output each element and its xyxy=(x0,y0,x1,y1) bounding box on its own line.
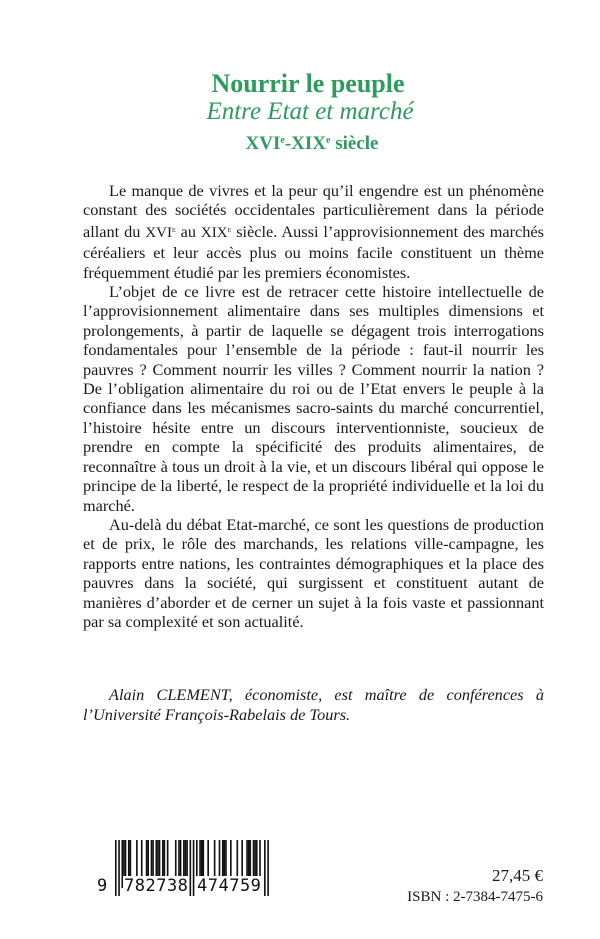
century-xix-text: XIX xyxy=(200,224,228,241)
period-end-sup: e xyxy=(326,135,331,146)
barcode-left-group: 782738 xyxy=(124,876,189,896)
book-title: Nourrir le peuple xyxy=(211,69,405,98)
period-start-sup: e xyxy=(280,135,285,146)
century-xix xyxy=(201,225,231,241)
barcode-first-digit: 9 xyxy=(97,876,108,896)
century-xvi-text: XVI xyxy=(145,224,172,241)
period-word: siècle xyxy=(330,133,379,154)
blurb-paragraph-1 xyxy=(83,181,544,282)
author-bio-text: Alain CLEMENT, économiste, est maître de conférences à l’Université François-Rabelais de Tours. xyxy=(83,685,544,724)
barcode-digits xyxy=(97,876,277,898)
period-end: XIX xyxy=(291,133,326,154)
blurb xyxy=(83,181,544,631)
period-start: XVI xyxy=(245,133,281,154)
century-xvi-sup: e xyxy=(172,223,176,234)
blurb-p1-text-c: siècle. Aussi l’approvisionnement des marchés céréaliers et leur accès plus ou moins facile constituent un thème fréquemment étudié par les premiers économistes. xyxy=(83,221,544,282)
barcode-right-group: 474759 xyxy=(197,876,262,896)
book-subtitle: Entre Etat et marché xyxy=(206,98,414,125)
blurb-p1-text-b: au xyxy=(175,221,201,241)
title-block xyxy=(0,70,600,157)
century-xvi xyxy=(145,225,175,241)
book-period xyxy=(24,128,600,157)
blurb-p1-text-a: Le manque de vivres et la peur qu’il engendre est un phénomène constant des sociétés occidentales particulièrement dans la période allant du xyxy=(83,181,544,241)
period-sep: - xyxy=(284,133,292,154)
blurb-paragraph-2: L’objet de ce livre est de retracer cette histoire intellectuelle de l’approvisionnement alimentaire dans ses multiples dimensions et prolongements, à partir de laquelle se dégagent trois interrogations fondamentales pour l’ensemble de la période : faut-il nourrir les pauvres ? Comment nourrir les villes ? Comment nourrir la nation ? De l’obligation alimentaire du roi ou de l’Etat envers le peuple à la confiance dans les mécanismes sacro-saints du marché concurrentiel, l’histoire hésite entre un discours interventionniste, soucieux de prendre en compte la spécificité des produits alimentaires, de reconnaître à tous un droit à la vie, et un discours libéral qui oppose le principe de la liberté, le respect de la propriété individuelle et la loi du marché. xyxy=(83,282,544,515)
century-xix-sup: e xyxy=(227,223,232,234)
blurb-paragraph-3: Au-delà du débat Etat-marché, ce sont les questions de production et de prix, le rôle des marchands, les relations ville-campagne, les rapports entre nations, les contraintes démographiques et la place des pauvres dans la société, qui surgissent et constituent autant de manières d’aborder et de cerner un sujet à la fois vaste et passionnant par sa complexité et son actualité. xyxy=(83,514,544,631)
price: 27,45 € xyxy=(492,866,543,885)
author-bio xyxy=(83,685,544,725)
isbn: ISBN : 2-7384-7475-6 xyxy=(407,889,543,905)
